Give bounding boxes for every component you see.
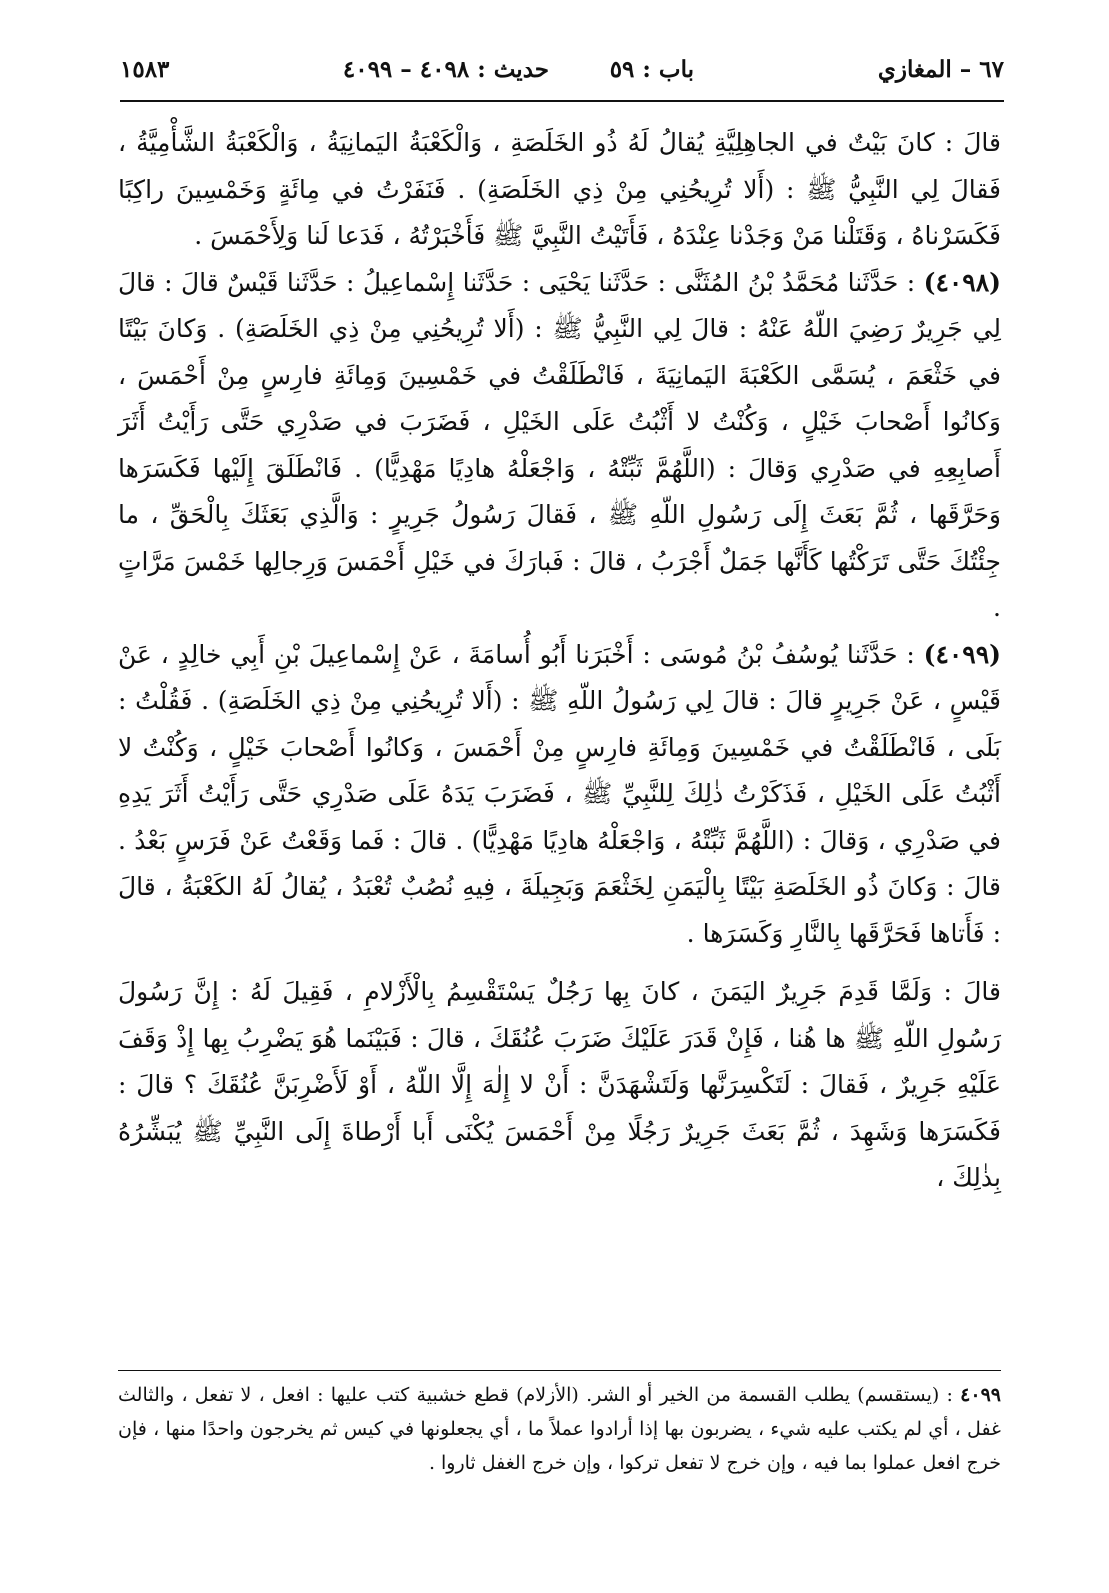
- hadith-4099: [118, 632, 1001, 958]
- footnote-number: ٤٠٩٩: [960, 1384, 1001, 1406]
- running-header: [120, 52, 1004, 96]
- hadith-number: (٤٠٩٨): [923, 267, 1001, 297]
- footnote-divider: [118, 1370, 1001, 1371]
- header-divider: [120, 100, 1004, 102]
- chapter-title: ٦٧ – المغازي: [877, 56, 1004, 83]
- footnote-paragraph: [118, 1378, 1001, 1480]
- footnote: [118, 1378, 1001, 1480]
- paragraph-intro: قالَ : كانَ بَيْتٌ في الجاهِلِيَّةِ يُقالُ لَهُ ذُو الخَلَصَةِ ، وَالْكَعْبَةُ اليَمانِيَةُ ، وَالْكَعْبَةُ الشَّأْمِيَّةُ ، فَقالَ لِي النَّبِيُّ ﷺ : (أَلا تُرِيحُنِي مِنْ ذِي الخَلَصَةِ) . فَنَفَرْتُ في مِائَةٍ وَخَمْسِينَ راكِبًا فَكَسَرْناهُ ، وَقَتَلْنا مَنْ وَجَدْنا عِنْدَهُ ، فَأَتَيْتُ النَّبِيَّ ﷺ فَأَخْبَرْتُهُ ، فَدَعا لَنا وَلِأَحْمَسَ .: [118, 128, 1001, 250]
- page-number: ١٥٨٣: [120, 56, 170, 83]
- hadith-text: : حَدَّثَنا يُوسُفُ بْنُ مُوسَى : أَخْبَرَنا أَبُو أُسامَةَ ، عَنْ إِسْماعِيلَ بْنِ أَبِي خالِدٍ ، عَنْ قَيْسٍ ، عَنْ جَرِيرٍ قالَ : قالَ لِي رَسُولُ اللّهِ ﷺ : (أَلا تُرِيحُنِي مِنْ ذِي الخَلَصَةِ) . فَقُلْتُ : بَلَى ، فَانْطَلَقْتُ في خَمْسِينَ وَمِائَةِ فارِسٍ مِنْ أَحْمَسَ ، وَكانُوا أَصْحابَ خَيْلٍ ، وَكُنْتُ لا أَثْبُتُ عَلَى الخَيْلِ ، فَذَكَرْتُ ذٰلِكَ لِلنَّبِيِّ ﷺ ، فَضَرَبَ يَدَهُ عَلَى صَدْرِي حَتَّى رَأَيْتُ أَثَرَ يَدِهِ في صَدْرِي ، وَقالَ : (اللَّهُمَّ ثَبِّتْهُ ، وَاجْعَلْهُ هادِيًا مَهْدِيًّا) . قالَ : فَما وَقَعْتُ عَنْ فَرَسٍ بَعْدُ . قالَ : وَكانَ ذُو الخَلَصَةِ بَيْتًا بِالْيَمَنِ لِخَثْعَمَ وَبَجِيلَةَ ، فِيهِ نُصُبٌ تُعْبَدُ ، يُقالُ لَهُ الكَعْبَةُ ، قالَ : فَأَتاها فَحَرَّقَها بِالنَّارِ وَكَسَرَها .: [118, 639, 1001, 948]
- bab-number: باب : ٥٩: [609, 56, 694, 83]
- hadith-4098: [118, 260, 1001, 632]
- paragraph-continuation: قالَ : وَلَمَّا قَدِمَ جَرِيرٌ اليَمَنَ ، كانَ بِها رَجُلٌ يَسْتَقْسِمُ بِالْأَزْلامِ ، فَقِيلَ لَهُ : إِنَّ رَسُولَ رَسُولِ اللّهِ ﷺ ها هُنا ، فَإِنْ قَدَرَ عَلَيْكَ ضَرَبَ عُنُقَكَ ، قالَ : فَبَيْنَما هُوَ يَضْرِبُ بِها إِذْ وَقَفَ عَلَيْهِ جَرِيرٌ ، فَقالَ : لَتَكْسِرَنَّها وَلَتَشْهَدَنَّ : أَنْ لا إِلٰهَ إِلَّا اللّهُ ، أَوْ لَأَضْرِبَنَّ عُنُقَكَ ؟ قالَ : فَكَسَرَها وَشَهِدَ ، ثُمَّ بَعَثَ جَرِيرٌ رَجُلًا مِنْ أَحْمَسَ يُكْنَى أَبا أَرْطاةَ إِلَى النَّبِيِّ ﷺ يُبَشِّرُهُ بِذٰلِكَ ،: [118, 977, 1001, 1192]
- footnote-text: : (يستقسم) يطلب القسمة من الخير أو الشر. (الأزلام) قطع خشبية كتب عليها : افعل ، لا تفعل ، والثالث غفل ، أي لم يكتب عليه شيء ، يضربون بها إذا أرادوا عملاً ما ، أي يجعلونها في كيس ثم يخرجون واحدًا منها ، فإن خرج افعل عملوا بما فيه ، وإن خرج لا تفعل تركوا ، وإن خرج الغفل ثاروا .: [118, 1384, 1001, 1474]
- hadith-range: حديث : ٤٠٩٨ – ٤٠٩٩: [342, 56, 549, 83]
- paragraph-gap: [118, 957, 1001, 969]
- hadith-text: : حَدَّثَنا مُحَمَّدُ بْنُ المُثَنَّى : حَدَّثَنا يَحْيَى : حَدَّثَنا إِسْماعِيلُ : حَدَّثَنا قَيْسٌ قالَ : قالَ لِي جَرِيرٌ رَضِيَ اللّهُ عَنْهُ : قالَ لِي النَّبِيُّ ﷺ : (أَلا تُرِيحُنِي مِنْ ذِي الخَلَصَةِ) . وَكانَ بَيْتًا في خَثْعَمَ ، يُسَمَّى الكَعْبَةَ اليَمانِيَةَ ، فَانْطَلَقْتُ في خَمْسِينَ وَمِائَةِ فارِسٍ مِنْ أَحْمَسَ ، وَكانُوا أَصْحابَ خَيْلٍ ، وَكُنْتُ لا أَثْبُتُ عَلَى الخَيْلِ ، فَضَرَبَ في صَدْرِي حَتَّى رَأَيْتُ أَثَرَ أَصابِعِهِ في صَدْرِي وَقالَ : (اللَّهُمَّ ثَبِّتْهُ ، وَاجْعَلْهُ هادِيًا مَهْدِيًّا) . فَانْطَلَقَ إِلَيْها فَكَسَرَها وَحَرَّقَها ، ثُمَّ بَعَثَ إِلَى رَسُولِ اللّهِ ﷺ ، فَقالَ رَسُولُ جَرِيرٍ : وَالَّذِي بَعَثَكَ بِالْحَقِّ ، ما جِئْتُكَ حَتَّى تَرَكْتُها كَأَنَّها جَمَلٌ أَجْرَبُ ، قالَ : فَبارَكَ في خَيْلِ أَحْمَسَ وَرِجالِها خَمْسَ مَرَّاتٍ .: [118, 267, 1001, 622]
- hadith-number: (٤٠٩٩): [923, 639, 1001, 669]
- main-text: [118, 120, 1001, 1202]
